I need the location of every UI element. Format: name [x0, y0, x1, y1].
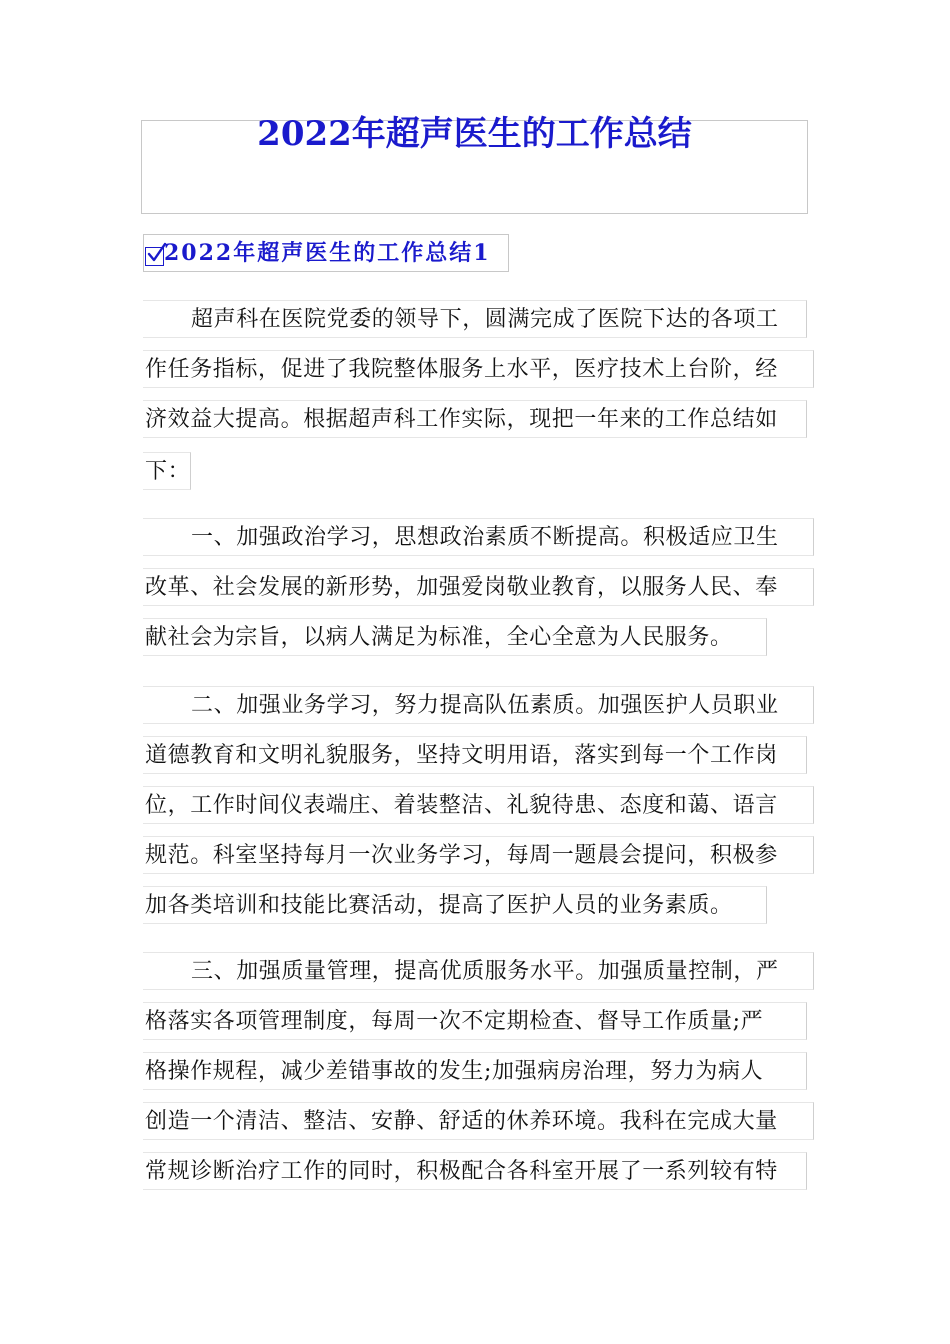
paragraph-4-line-1: 三、加强质量管理，提高优质服务水平。加强质量控制，严: [143, 952, 814, 990]
paragraph-3-line-5: 加各类培训和技能比赛活动，提高了医护人员的业务素质。: [143, 886, 767, 924]
paragraph-1-line-3: 济效益大提高。根据超声科工作实际，现把一年来的工作总结如: [143, 400, 807, 438]
paragraph-2-line-3: 献社会为宗旨，以病人满足为标准，全心全意为人民服务。: [143, 618, 767, 656]
paragraph-3-line-2: 道德教育和文明礼貌服务，坚持文明用语，落实到每一个工作岗: [143, 736, 807, 774]
section-heading-1: [143, 234, 509, 272]
checked-box-icon: [145, 247, 164, 266]
paragraph-1-line-4: 下：: [143, 452, 191, 490]
paragraph-2-line-2: 改革、社会发展的新形势，加强爱岗敬业教育，以服务人民、奉: [143, 568, 814, 606]
paragraph-4-line-5: 常规诊断治疗工作的同时，积极配合各科室开展了一系列较有特: [143, 1152, 807, 1190]
paragraph-2-line-1: 一、加强政治学习，思想政治素质不断提高。积极适应卫生: [143, 518, 814, 556]
paragraph-3-line-3: 位，工作时间仪表端庄、着装整洁、礼貌待患、态度和蔼、语言: [143, 786, 814, 824]
section-heading-text: 2022年超声医生的工作总结1: [164, 240, 491, 266]
paragraph-4-line-4: 创造一个清洁、整洁、安静、舒适的休养环境。我科在完成大量: [143, 1102, 814, 1140]
paragraph-3-line-1: 二、加强业务学习，努力提高队伍素质。加强医护人员职业: [143, 686, 814, 724]
paragraph-4-line-2: 格落实各项管理制度，每周一次不定期检查、督导工作质量;严: [143, 1002, 807, 1040]
paragraph-3-line-4: 规范。科室坚持每月一次业务学习，每周一题晨会提问，积极参: [143, 836, 814, 874]
paragraph-4-line-3: 格操作规程，减少差错事故的发生;加强病房治理，努力为病人: [143, 1052, 807, 1090]
paragraph-1-line-1: 超声科在医院党委的领导下，圆满完成了医院下达的各项工: [143, 300, 807, 338]
document-title: 2022年超声医生的工作总结: [257, 114, 692, 154]
paragraph-1-line-2: 作任务指标，促进了我院整体服务上水平，医疗技术上台阶，经: [143, 350, 814, 388]
